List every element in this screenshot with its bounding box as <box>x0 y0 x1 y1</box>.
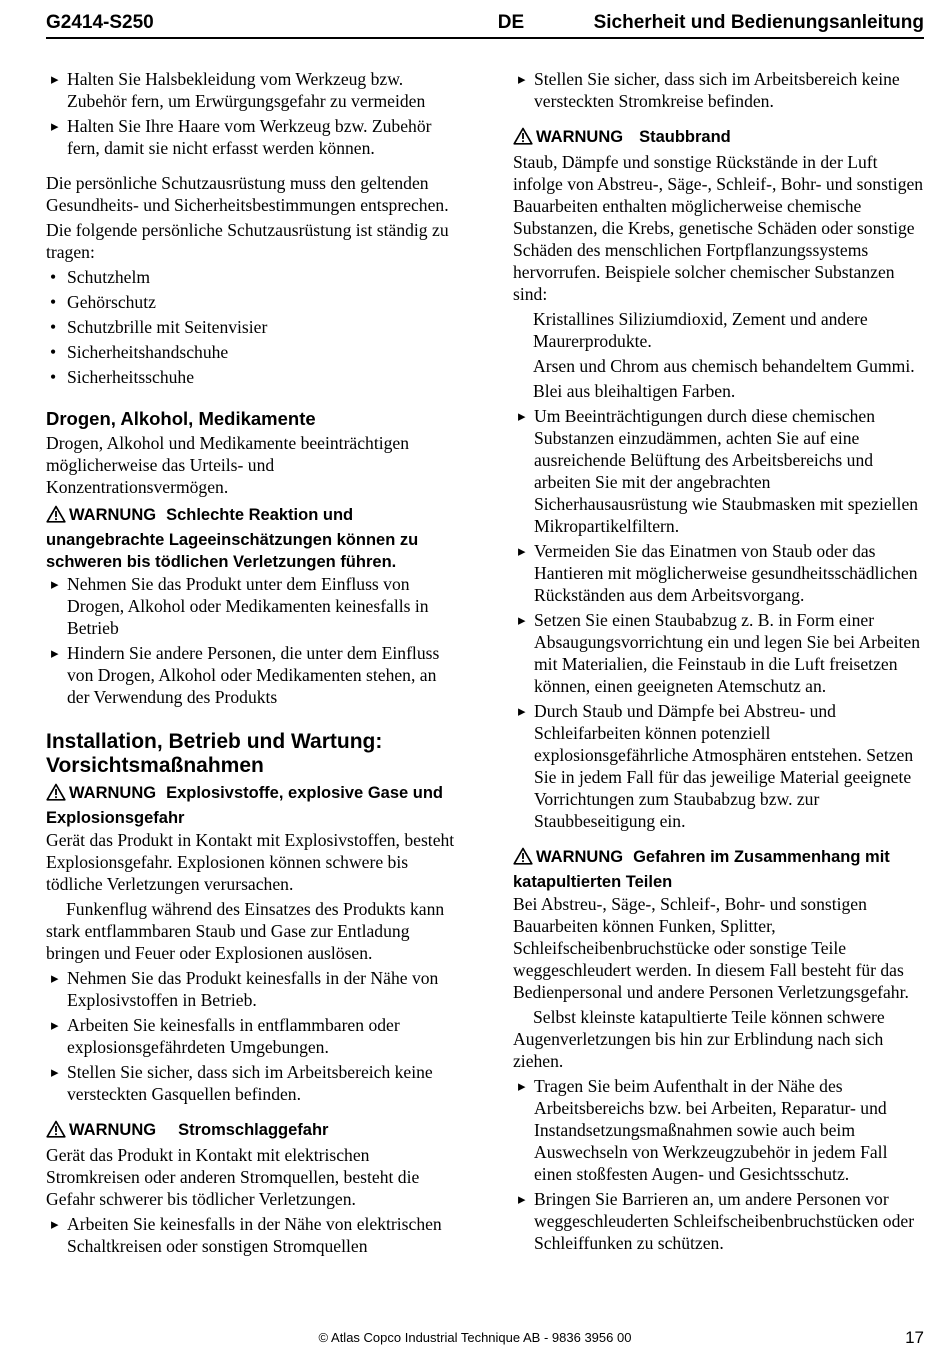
instruction-step: ▸ Arbeiten Sie keinesfalls in entflammbaren oder explosionsgefährdeten Umgebungen. <box>46 1014 460 1058</box>
paragraph: Die persönliche Schutzausrüstung muss den geltenden Gesundheits- und Sicherheitsbestimmungen entsprechen. <box>46 173 449 215</box>
left-column <box>46 68 460 1260</box>
instruction-step: ▸ Nehmen Sie das Produkt keinesfalls in der Nähe von Explosivstoffen in Betrieb. <box>46 967 460 1011</box>
list-item: • Schutzhelm <box>46 266 460 288</box>
page-header <box>46 9 924 39</box>
warning-heading <box>46 1119 460 1144</box>
instruction-step: ▸ Halten Sie Halsbekleidung vom Werkzeug bzw. Zubehör fern, um Erwürgungsgefahr zu vermeiden <box>46 68 460 112</box>
instruction-step: ▸ Um Beeinträchtigungen durch diese chemischen Substanzen einzudämmen, achten Sie auf eine ausreichende Belüftung des Arbeitsbereichs und arbeiten Sie mit der angebrachten Sicherhausausrüstung wie Staubmasken mit speziellen Mikropartikelfiltern. <box>513 405 925 537</box>
instruction-step: ▸ Durch Staub und Dämpfe bei Abstreu- und Schleifarbeiten können potenziell explosionsgefährliche Atmosphären entstehen. Setzen Sie in jedem Fall für das jeweilige Material geeignete Vorrichtungen zum Staubabzug bzw. zur Staubbeseitigung ein. <box>513 700 925 832</box>
warning-label: WARNUNG <box>536 128 624 146</box>
instruction-step: ▸ Bringen Sie Barrieren an, um andere Personen vor weggeschleuderten Schleifscheibenbruchstücken oder Schleiffunken zu schützen. <box>513 1188 925 1254</box>
warning-heading <box>513 126 925 151</box>
paragraph: Funkenflug während des Einsatzes des Produkts kann stark entflammbaren Staub und Gase zur Entladung bringen und Feuer oder Explosionen auslösen. <box>46 899 445 963</box>
warning-label: WARNUNG <box>69 506 157 524</box>
paragraph: Gerät das Produkt in Kontakt mit Explosivstoffen, besteht Explosionsgefahr. Explosionen können schwere bis tödliche Verletzungen verursachen. <box>46 830 455 894</box>
instruction-step: ▸ Vermeiden Sie das Einatmen von Staub oder das Hantieren mit möglicherweise gesundheitsschädlichen Rückständen aus dem Arbeitsvorgang. <box>513 540 925 606</box>
paragraph: Selbst kleinste katapultierte Teile können schwere Augenverletzungen bis hin zur Erblindung nach sich ziehen. <box>513 1007 885 1071</box>
section-heading: Drogen, Alkohol, Medikamente <box>46 408 316 429</box>
warning-title: Gefahren im Zusammenhang mit katapultierten Teilen <box>513 848 890 891</box>
instruction-step: ▸ Setzen Sie einen Staubabzug z. B. in Form einer Absaugungsvorrichtung ein und legen Sie bei Arbeiten mit Materialien, die Feinstaub in die Luft freisetzen können, einen geeigneten Atemschutz an. <box>513 609 925 697</box>
warning-triangle-icon <box>513 127 533 151</box>
warning-triangle-icon <box>46 505 66 529</box>
list-item: • Schutzbrille mit Seitenvisier <box>46 316 460 338</box>
example-item: Arsen und Chrom aus chemisch behandeltem Gummi. <box>533 356 915 376</box>
instruction-step: ▸ Stellen Sie sicher, dass sich im Arbeitsbereich keine versteckten Stromkreise befinden. <box>513 68 925 112</box>
instruction-step: ▸ Arbeiten Sie keinesfalls in der Nähe von elektrischen Schaltkreisen oder sonstigen Stromquellen <box>46 1213 460 1257</box>
document-title: Sicherheit und Bedienungsanleitung <box>593 12 924 33</box>
warning-triangle-icon <box>513 847 533 871</box>
paragraph: Gerät das Produkt in Kontakt mit elektrischen Stromkreisen oder anderen Stromquellen, besteht die Gefahr schwerer bis tödlicher Verletzungen. <box>46 1145 420 1209</box>
list-item: • Sicherheitshandschuhe <box>46 341 460 363</box>
ppe-list <box>46 266 460 388</box>
instruction-step: ▸ Hindern Sie andere Personen, die unter dem Einfluss von Drogen, Alkohol oder Medikamenten stehen, an der Verwendung des Produkts <box>46 642 460 708</box>
model-number: G2414-S250 <box>46 12 154 33</box>
warning-triangle-icon <box>46 1120 66 1144</box>
paragraph: Die folgende persönliche Schutzausrüstung ist ständig zu tragen: <box>46 220 449 262</box>
page-number: 17 <box>905 1328 924 1347</box>
warning-label: WARNUNG <box>69 784 157 802</box>
warning-triangle-icon <box>46 783 66 807</box>
paragraph: Staub, Dämpfe und sonstige Rückstände in der Luft infolge von Abstreu-, Säge-, Schleif-, Bohr- und sonstigen Bauarbeiten enthalten möglicherweise chemische Substanzen, die Krebs, genetische Schäden oder sonstige Schäden des menschlichen Fortpflanzungssystems hervorrufen. Beispiele solcher chemischer Substanzen sind: <box>513 152 924 304</box>
section-heading: Installation, Betrieb und Wartung: Vorsichtsmaßnahmen <box>46 730 383 777</box>
right-column <box>513 68 925 1257</box>
example-item: Blei aus bleihaltigen Farben. <box>533 381 736 401</box>
instruction-step: ▸ Stellen Sie sicher, dass sich im Arbeitsbereich keine versteckten Gasquellen befinden. <box>46 1061 460 1105</box>
warning-heading <box>46 782 460 829</box>
instruction-step: ▸ Tragen Sie beim Aufenthalt in der Nähe des Arbeitsbereichs bzw. bei Arbeiten, Reparatur- und Instandsetzungsmaßnahmen sowie auch beim Auswechseln von Werkzeugzubehör in jedem Fall einen stoßfesten Augen- und Gesichtsschutz. <box>513 1075 925 1185</box>
list-item: • Sicherheitsschuhe <box>46 366 460 388</box>
footer-copyright: © Atlas Copco Industrial Technique AB - 9836 3956 00 <box>318 1330 632 1345</box>
example-item: Kristallines Siliziumdioxid, Zement und andere Maurerprodukte. <box>533 309 868 351</box>
warning-label: WARNUNG <box>69 1121 157 1139</box>
warning-heading <box>513 846 925 893</box>
warning-title: Schlechte Reaktion und unangebrachte Lageeinschätzungen können zu schweren bis tödlichen Verletzungen führen. <box>46 506 419 571</box>
paragraph: Bei Abstreu-, Säge-, Schleif-, Bohr- und sonstigen Bauarbeiten können Funken, Splitter, Schleifscheibenbruchstücke oder sonstige Teile weggeschleudert werden. In diesem Fall besteht für das Bedienpersonal und andere Personen Verletzungsgefahr. <box>513 894 909 1002</box>
warning-title: Explosivstoffe, explosive Gase und Explosionsgefahr <box>46 784 444 827</box>
list-item: • Gehörschutz <box>46 291 460 313</box>
language-code: DE <box>497 12 525 33</box>
instruction-step: ▸ Halten Sie Ihre Haare vom Werkzeug bzw. Zubehör fern, damit sie nicht erfasst werden können. <box>46 115 460 159</box>
warning-title: Staubbrand <box>639 128 731 146</box>
warning-title: Stromschlaggefahr <box>178 1121 329 1139</box>
warning-heading <box>46 504 460 573</box>
paragraph: Drogen, Alkohol und Medikamente beeinträchtigen möglicherweise das Urteils- und Konzentrationsvermögen. <box>46 433 410 497</box>
warning-label: WARNUNG <box>536 848 624 866</box>
instruction-step: ▸ Nehmen Sie das Produkt unter dem Einfluss von Drogen, Alkohol oder Medikamenten keinesfalls in Betrieb <box>46 573 460 639</box>
